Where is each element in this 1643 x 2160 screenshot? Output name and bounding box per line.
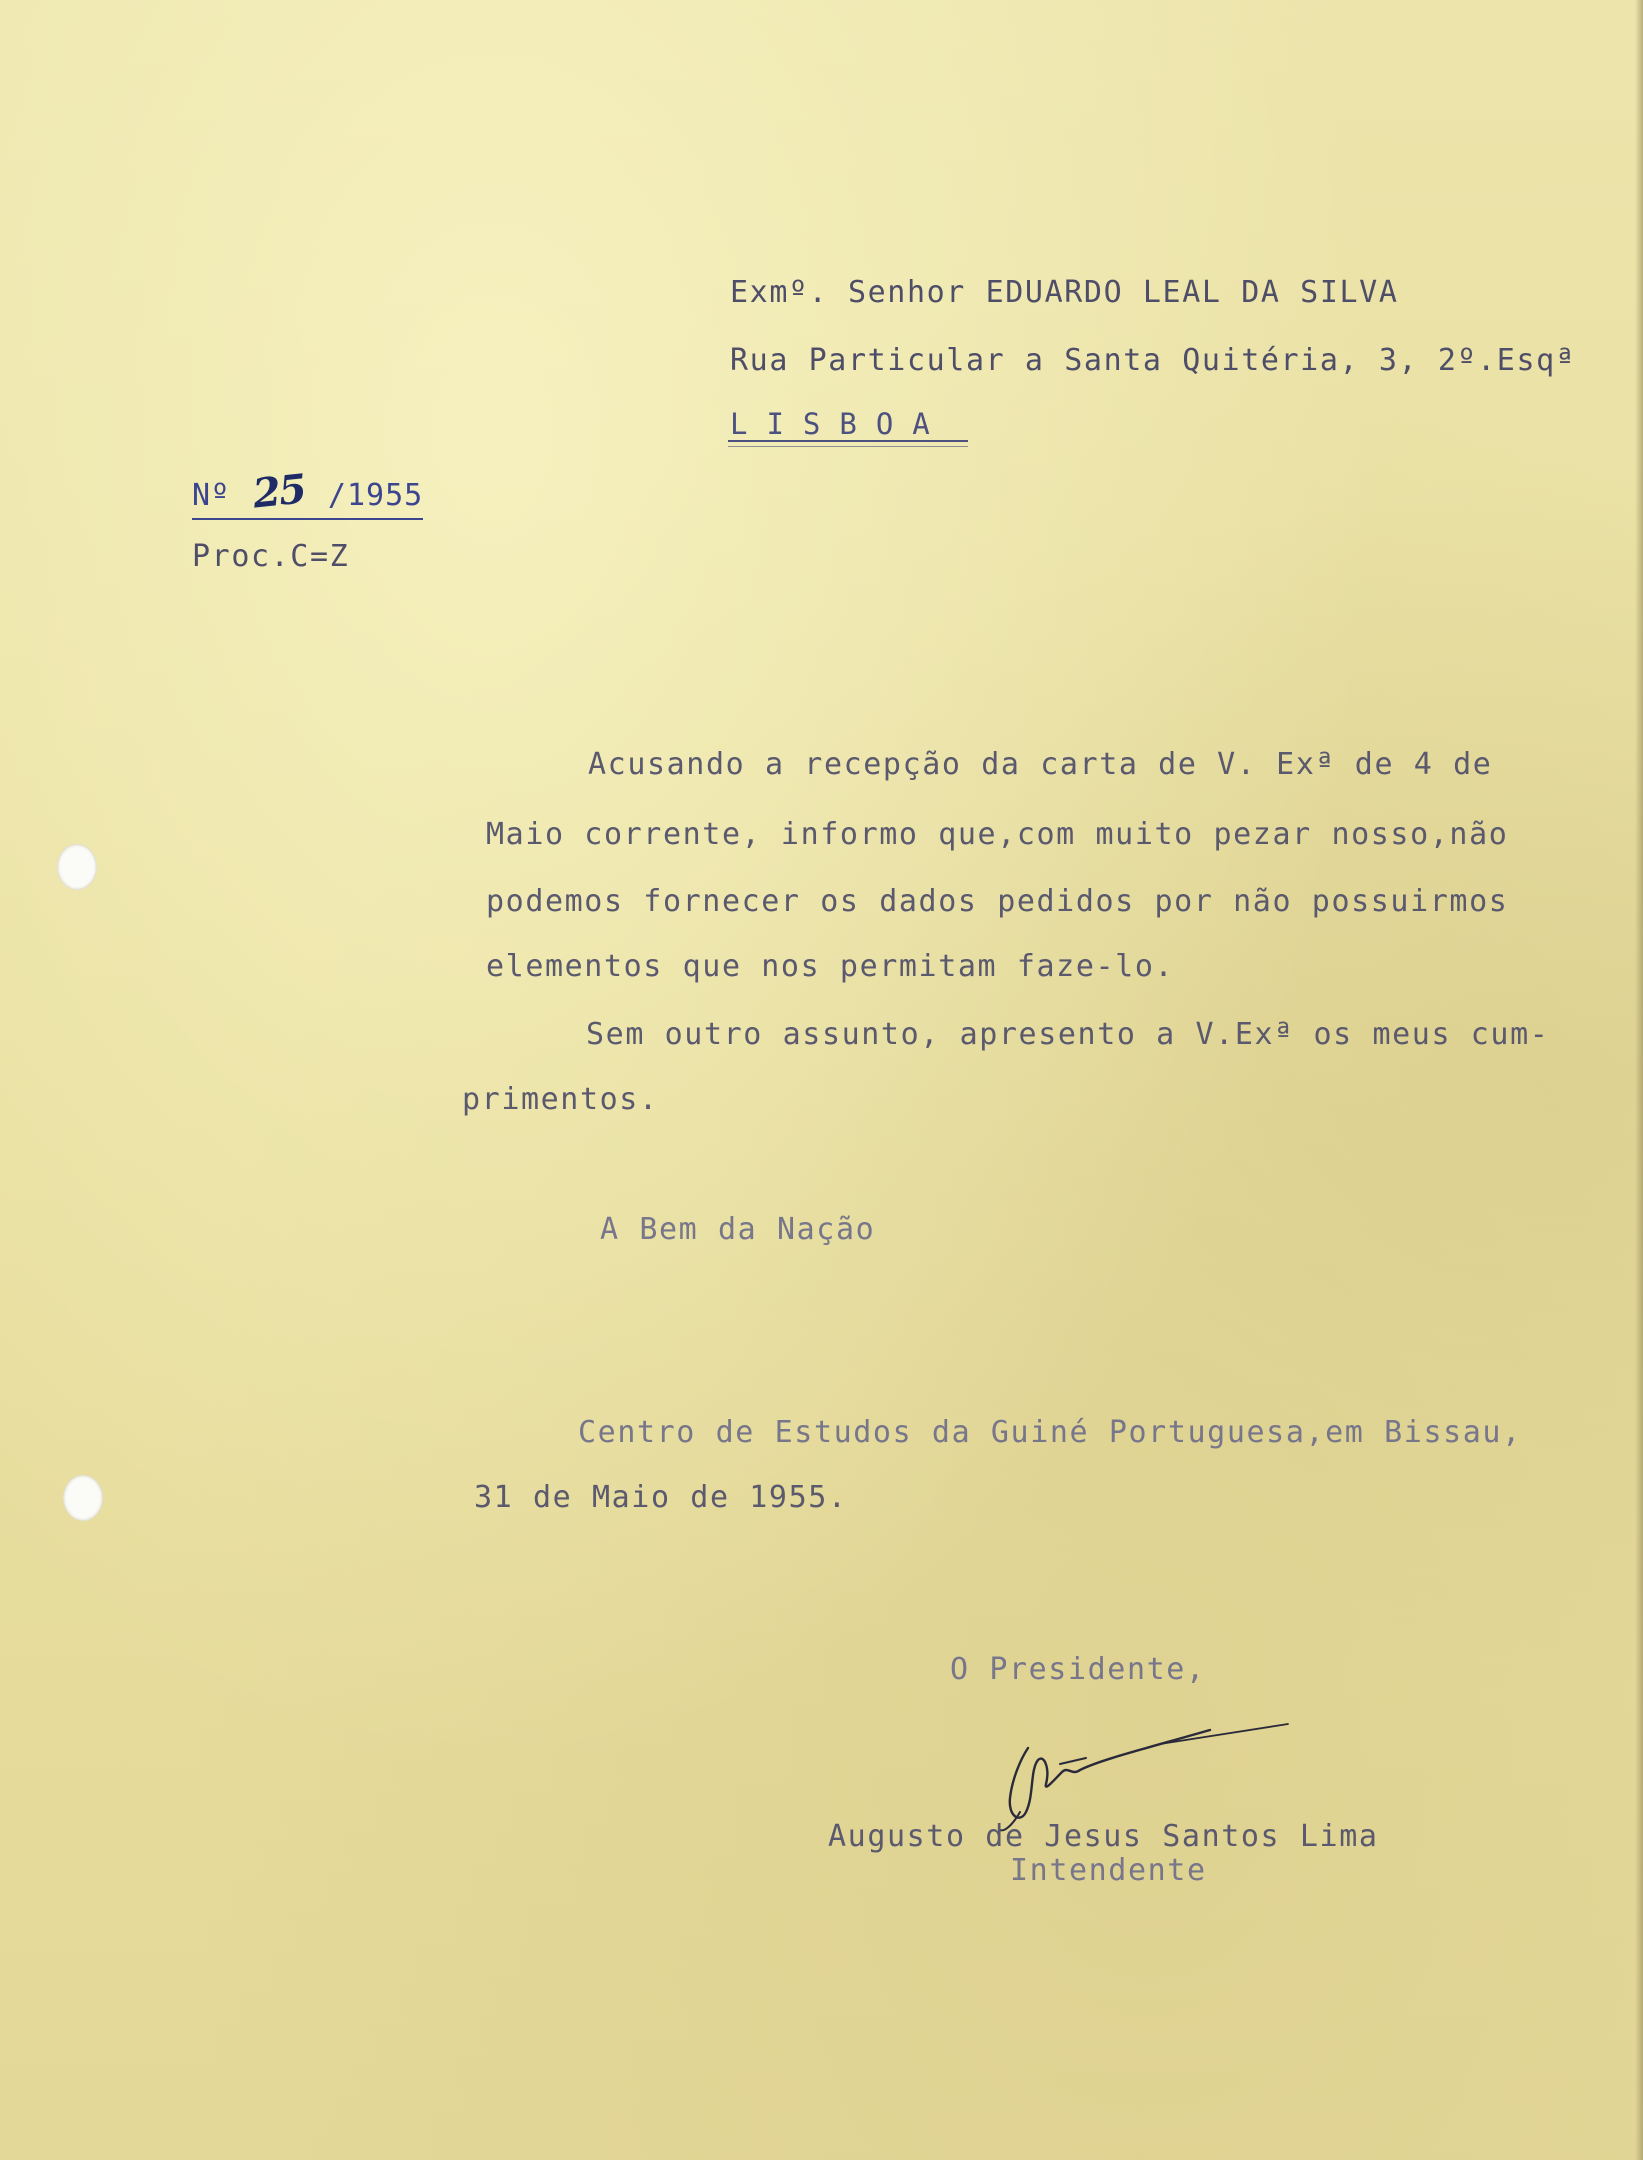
body-paragraph-2-line-1: Sem outro assunto, apresento a V.Exª os meus cum- <box>586 1017 1550 1052</box>
punch-hole-top <box>57 844 97 890</box>
reference-prefix: Nº <box>192 478 231 513</box>
handwritten-reference-number: 25 <box>250 465 308 518</box>
city-underline-double <box>728 446 968 447</box>
closing-salutation: A Bem da Nação <box>600 1212 876 1247</box>
signatory-role: Intendente <box>1010 1853 1207 1888</box>
city-underline <box>728 440 968 442</box>
body-paragraph-1-line-2: Maio corrente, informo que,com muito pezar nosso,não <box>486 817 1509 852</box>
date-line: 31 de Maio de 1955. <box>474 1480 848 1515</box>
signatory-title: O Presidente, <box>950 1652 1206 1687</box>
place-line: Centro de Estudos da Guiné Portuguesa,em Bissau, <box>578 1415 1522 1450</box>
process-code: Proc.C=Z <box>192 539 350 574</box>
body-paragraph-2-line-2: primentos. <box>462 1082 659 1117</box>
body-paragraph-1-line-4: elementos que nos permitam faze-lo. <box>486 949 1175 984</box>
recipient-street-line: Rua Particular a Santa Quitéria, 3, 2º.Esqª <box>730 343 1576 378</box>
reference-number <box>192 465 424 520</box>
punch-hole-bottom <box>63 1475 103 1521</box>
reference-year: /1955 <box>327 478 424 513</box>
signatory-name: Augusto de Jesus Santos Lima <box>828 1819 1379 1854</box>
paper-edge <box>1635 0 1643 2160</box>
recipient-city: LISBOA <box>730 407 949 441</box>
recipient-name-line: Exmº. Senhor EDUARDO LEAL DA SILVA <box>730 275 1399 310</box>
body-paragraph-1-line-3: podemos fornecer os dados pedidos por não possuirmos <box>486 884 1509 919</box>
body-paragraph-1-line-1: Acusando a recepção da carta de V. Exª de 4 de <box>588 747 1493 782</box>
